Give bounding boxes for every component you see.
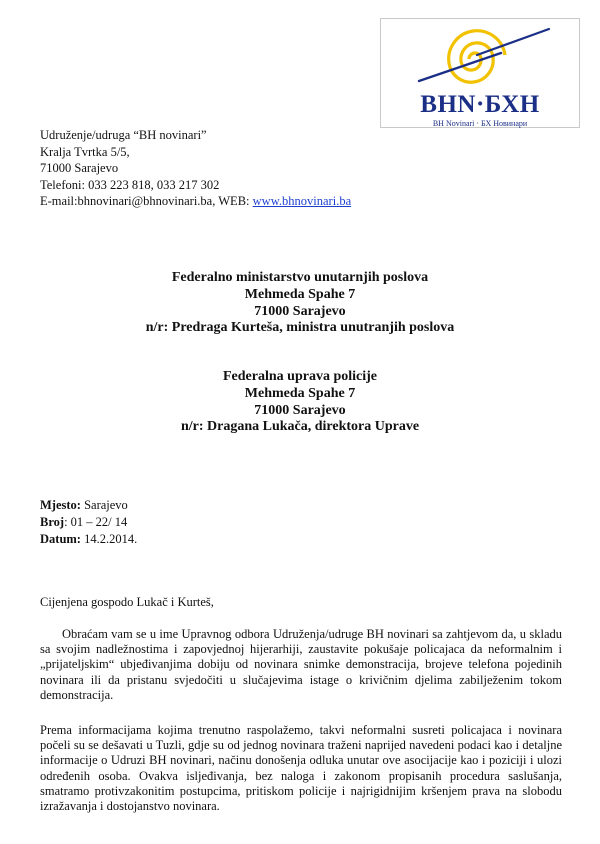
sender-email: E-mail:bhnovinari@bhnovinari.ba, WEB: <box>40 194 253 209</box>
website-link[interactable]: www.bhnovinari.ba <box>252 194 352 209</box>
recipient-ministry <box>0 270 600 337</box>
meta-number: Broj: 01 – 22/ 14 <box>40 514 128 529</box>
sender-city: 71000 Sarajevo <box>40 161 119 176</box>
meta-date: Datum: 14.2.2014. <box>40 531 138 546</box>
sender-name: Udruženje/udruga “BH novinari” <box>40 128 207 142</box>
recipient-police-name: Federalna uprava policije <box>223 369 377 384</box>
sender-contact <box>40 193 351 210</box>
recipient-ministry-street: Mehmeda Spahe 7 <box>244 286 356 302</box>
logo-tagline: BH Novinari · БХ Новинари <box>432 119 528 128</box>
recipient-police-attention: n/r: Dragana Lukača, direktora Uprave <box>180 419 420 435</box>
recipient-ministry-city: 71000 Sarajevo <box>254 303 346 319</box>
sender-street: Kralja Tvrtka 5/5, <box>40 144 130 159</box>
recipient-police-street: Mehmeda Spahe 7 <box>244 385 356 401</box>
letter-meta <box>40 497 137 547</box>
body-paragraph-2: Prema informacijama kojima trenutno raspolažemo, takvi neformalni susreti policajaca i novinara počeli su se dešavati u Tuzli, gdje su od jednog novinara traženi naprijed navedeni podaci kao i detaljne informacije o Udruzi BH novinari, načinu donošenja odluka unutar ove asocijacije kao i poziciji i ulozi određenih osoba. Ovakva isljeđivanja, bez naloga i zakonom propisanih procedura saslušanja, smatramo protivzakonitim postupcima, pritiskom policije i najrigidnijim kršenjem prava na slobodu izražavanja i dostojanstvo novinara. <box>40 723 562 814</box>
recipient-ministry-attention: n/r: Predraga Kurteša, ministra unutranjih poslova <box>145 320 455 336</box>
body-paragraph-1: Obraćam vam se u ime Upravnog odbora Udruženja/udruge BH novinari sa zahtjevom da, u skladu sa svojim nadležnostima i zapovjednoj hijerarhiji, zaustavite pokušaje policajaca da neformalnim i „prijateljskim“ ubjeđivanjima dobiju od novinara snimke demonstracija, brojeve telefona pojedinih novinara ili da pristanu svjedočiti u slučajevima istage o krivičnim djelima zabilježenim tokom demonstracija. <box>40 627 562 702</box>
bhn-logo <box>380 18 580 128</box>
recipient-police-city: 71000 Sarajevo <box>254 402 346 418</box>
recipient-ministry-name: Federalno ministarstvo unutarnjih poslova <box>171 270 429 285</box>
meta-place: Mjesto: Sarajevo <box>40 498 128 512</box>
sender-phones: Telefoni: 033 223 818, 033 217 302 <box>40 177 220 192</box>
recipient-police <box>0 369 600 436</box>
swirl-logo-icon <box>381 19 579 99</box>
logo-wordmark: BHN·БХН <box>420 91 540 118</box>
salutation: Cijenjena gospodo Lukač i Kurteš, <box>40 595 214 609</box>
sender-address <box>40 127 351 210</box>
